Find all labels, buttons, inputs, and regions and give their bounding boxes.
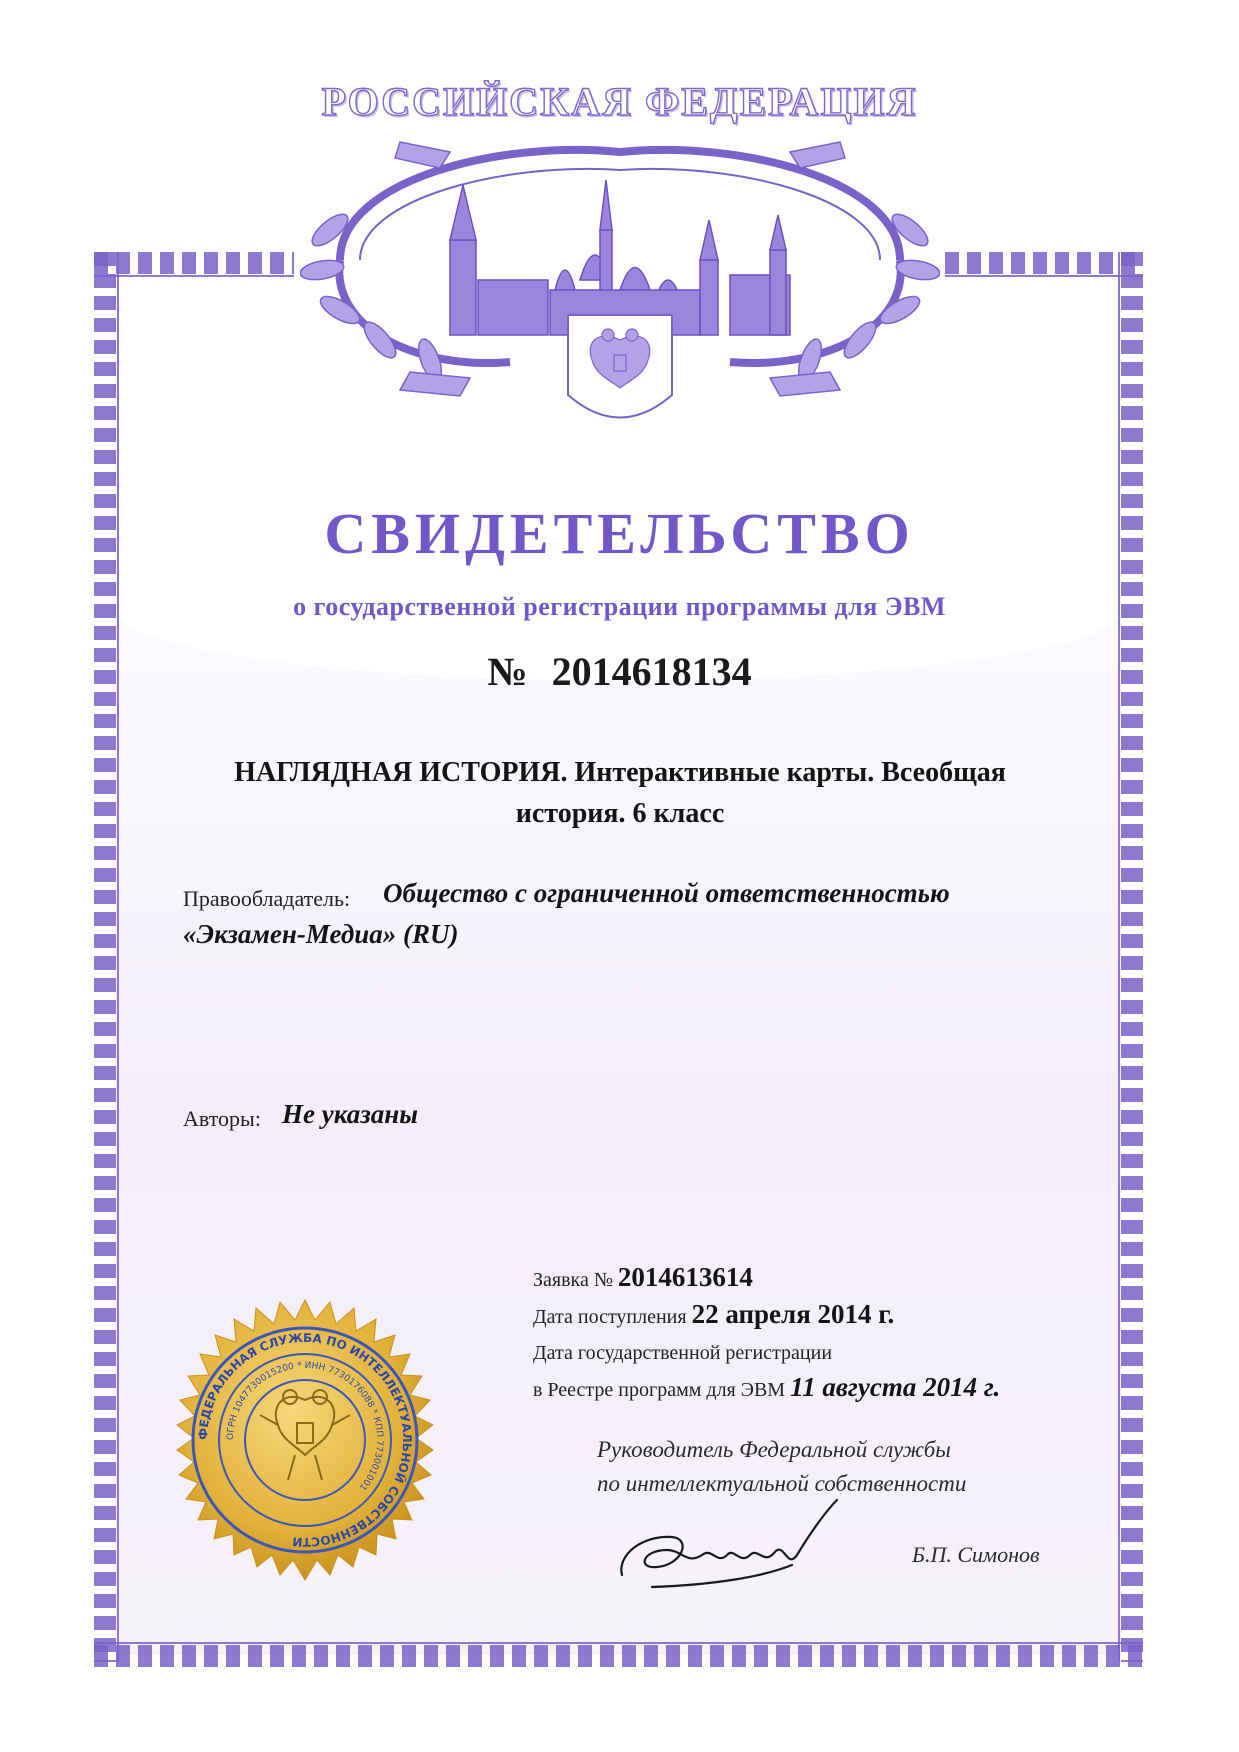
receipt-label: Дата поступления xyxy=(533,1306,687,1328)
registration-line-2 xyxy=(533,1372,1000,1403)
country-heading: РОССИЙСКАЯ ФЕДЕРАЦИЯ xyxy=(321,79,918,124)
program-title xyxy=(150,752,1090,834)
certificate-title: СВИДЕТЕЛЬСТВО xyxy=(324,501,915,566)
authors-value: Не указаны xyxy=(282,1099,418,1129)
seal-inner-text: ОГРН 1047730015200 * ИНН 7730176088 * КПП 773001001 xyxy=(225,1360,385,1492)
authors-label: Авторы: xyxy=(183,1106,261,1131)
signatory-name: Б.П. Симонов xyxy=(912,1542,1040,1567)
receipt-line xyxy=(533,1299,894,1330)
signatory-position xyxy=(597,1433,966,1501)
registration-date: 11 августа 2014 г. xyxy=(790,1372,1001,1402)
frame-border-top-right xyxy=(945,252,1143,274)
program-title-line-1: НАГЛЯДНАЯ ИСТОРИЯ. Интерактивные карты. Всеобщая xyxy=(234,757,1006,788)
holder-label: Правообладатель: xyxy=(183,886,351,911)
certificate-subtitle: о государственной регистрации программы для ЭВМ xyxy=(293,592,946,621)
registration-label-line-1 xyxy=(533,1342,832,1365)
application-label: Заявка № xyxy=(533,1269,613,1291)
certificate-number-line xyxy=(0,648,1239,695)
number-sign: № xyxy=(487,649,528,694)
frame-border-right xyxy=(1121,252,1143,1662)
signatory-position-line-2: по интеллектуальной собственности xyxy=(597,1471,967,1496)
registration-label-2: в Реестре программ для ЭВМ xyxy=(533,1379,786,1401)
receipt-date: 22 апреля 2014 г. xyxy=(691,1299,895,1329)
registration-label-1: Дата государственной регистрации xyxy=(533,1342,833,1364)
application-line xyxy=(533,1262,753,1293)
kremlin-wreath-emblem-icon xyxy=(300,140,940,470)
frame-border-top-left xyxy=(94,252,294,274)
frame-border-bottom xyxy=(94,1645,1143,1667)
handwritten-signature-icon xyxy=(612,1495,852,1590)
holder-value-line-1: Общество с ограниченной ответственностью xyxy=(383,878,950,908)
certificate-number: 2014618134 xyxy=(551,649,752,694)
program-title-line-2: история. 6 класс xyxy=(515,798,725,829)
signatory-position-line-1: Руководитель Федеральной службы xyxy=(597,1437,951,1462)
frame-border-left xyxy=(94,252,116,1662)
official-seal-icon xyxy=(160,1295,450,1585)
holder-value-line-2: «Экзамен-Медиа» (RU) xyxy=(183,919,459,949)
seal-outer-text: ФЕДЕРАЛЬНАЯ СЛУЖБА ПО ИНТЕЛЛЕКТУАЛЬНОЙ СОБСТВЕННОСТИ xyxy=(195,1330,415,1550)
application-number: 2014613614 xyxy=(617,1262,753,1292)
